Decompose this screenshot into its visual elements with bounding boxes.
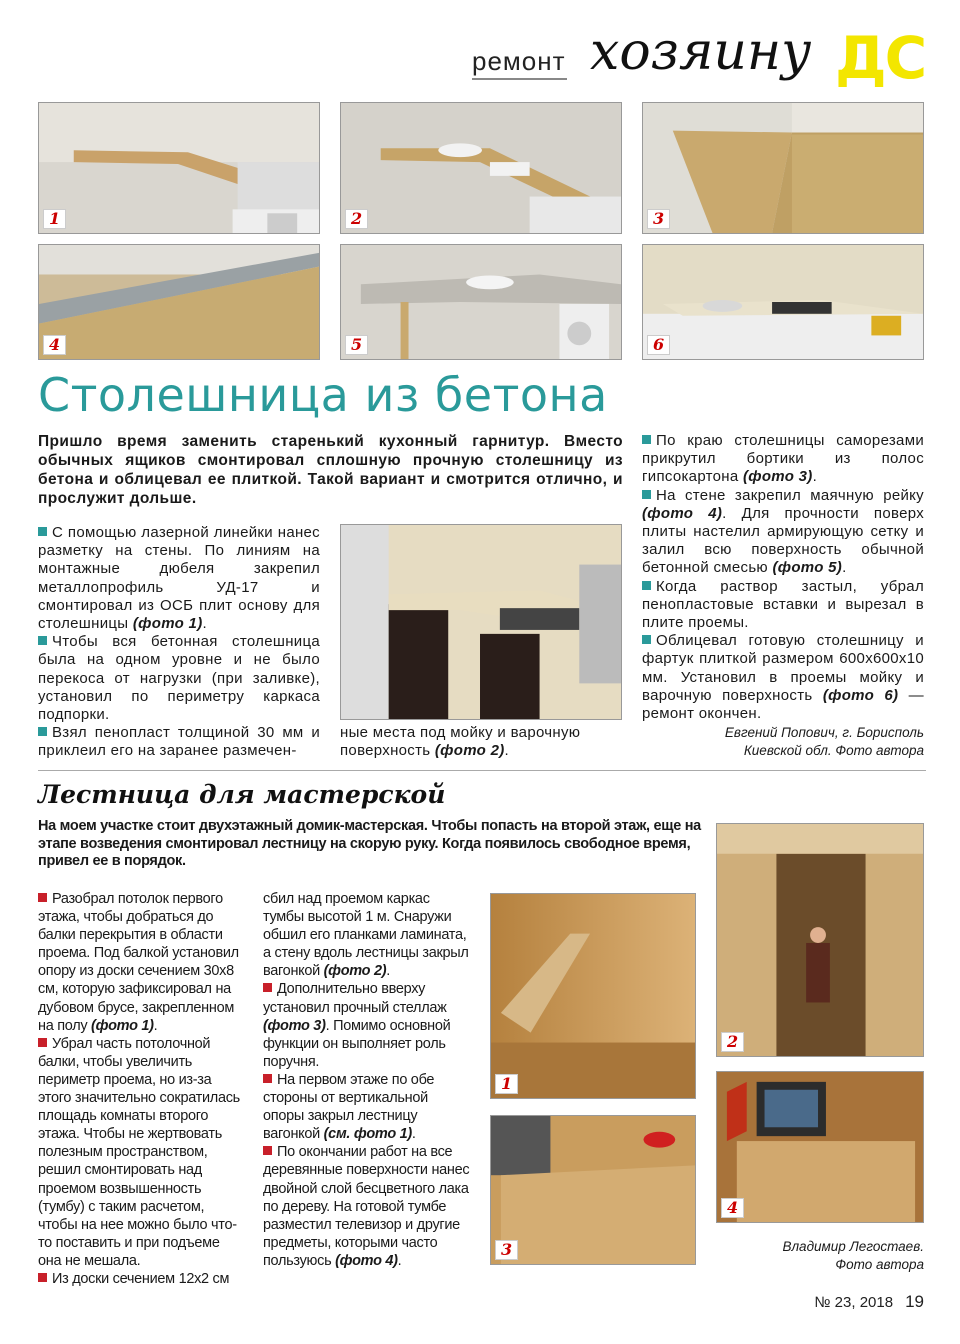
bullet-icon (263, 1146, 272, 1155)
photo-ref: (фото 3) (742, 468, 813, 486)
article2-column-1: Разобрал потолок первого этажа, чтобы добраться до балки перекрытия в области проема. Под балкой установил опору из доски сечением 30х8 см, которую зафиксировал на дубовом брусе, закрепленном на полу (фото 1). Убрал часть потолочной балки, чтобы увеличить периметр проема, но из-за этого значительно сократилась площадь комнаты второго этажа. Чтобы не жертвовать полезным пространством, решил смонтировать над проемом возвышенность (тумбу) с таким расчетом, чтобы на нее можно было что-то поставить и при подъеме она не мешала. Из доски сечением 12х2 см (38, 891, 240, 1287)
bullet-icon (38, 893, 47, 902)
bullet-icon (642, 435, 651, 444)
page-footer (814, 1292, 924, 1312)
article2-author: Владимир Легостаев. Фото автора (782, 1239, 924, 1272)
section-underline (472, 78, 567, 80)
article2-lead: На моем участке стоит двухэтажный домик-мастерская. Чтобы попасть на второй этаж, еще на этапе возведения смонтировал лестницу на скорую руку. Когда появилось свободное время, привел ее в порядок. (38, 818, 701, 869)
photo-1-osb-base (38, 102, 320, 234)
bullet-icon (263, 1074, 272, 1083)
photo-ref: (фото 2) (323, 963, 387, 980)
photo-number: 3 (647, 209, 670, 229)
photo-number: 2 (345, 209, 368, 229)
rubric-title: хозяину (590, 22, 812, 82)
photo-number: 2 (721, 1032, 744, 1052)
article1-column-2: ные места под мойку и варочную поверхность (фото 2). (340, 724, 581, 760)
article1-column-1: С помощью лазерной линейки нанес разметку на стены. По линиям на монтажные дюбеля закрепил металлопрофиль УД-17 и смонтировал из ОСБ плит основу для столешницы (фото 1). Чтобы вся бетонная столешница была на одном уровне и не было перекоса от нагрузки (при заливке), установил по периметру каркаса подпорки. Взял пенопласт толщиной 30 мм и приклеил его на заранее размечен- (38, 524, 320, 760)
article1-column-3: По краю столешницы саморезами прикрутил бортики из полос гипсокартона (фото 3). На стене закрепил маячную рейку (фото 4). Для прочности поверх плиты настелил армирующую сетку и залил всю поверхность обычной бетонной смесью (фото 5). Когда раствор застыл, убрал пенопластовые вставки и вырезал в плите проемы. Облицевал готовую столешницу и фартук плиткой размером 600х600х10 мм. Установил в проемы мойку и варочную поверхность (фото 6) — ремонт окончен. (642, 432, 924, 723)
photo-number: 4 (43, 335, 66, 355)
stairs-photo-4 (716, 1071, 924, 1223)
article2-column-2: сбил над проемом каркас тумбы высотой 1 м. Снаружи обшил его планками ламината, а стену вдоль лестницы закрыл вагонкой (фото 2). Дополнительно вверху установил прочный стеллаж (фото 3). Помимо основной функции он выполняет роль поручня. На первом этаже по обе стороны от вертикальной опоры закрыл лестницу вагонкой (см. фото 1). По окончании работ на все деревянные поверхности нанес двойной слой бесцветного лака по дереву. На готовой тумбе разместил телевизор и другие предметы, которыми часто пользуюсь (фото 4). (263, 891, 470, 1269)
stairs-photo-2 (716, 823, 924, 1057)
bullet-icon (38, 1038, 47, 1047)
bullet-icon (642, 581, 651, 590)
bullet-icon (38, 727, 47, 736)
photo-ref: (фото 2) (434, 742, 505, 760)
photo-2-foam-inserts (340, 102, 622, 234)
article2-title: Лестница для мастерской (38, 780, 446, 809)
bullet-icon (642, 635, 651, 644)
issue-number: № 23, 2018 (814, 1294, 894, 1311)
stairs-photo-3 (490, 1115, 696, 1265)
photo-ref: (фото 1) (91, 1017, 154, 1034)
photo-5-concrete-poured (340, 244, 622, 360)
photo-ref: (фото 4) (642, 504, 723, 522)
photo-ref: (фото 5) (772, 559, 843, 577)
photo-ref: (фото 1) (132, 615, 203, 633)
bullet-icon (38, 1273, 47, 1282)
photo-number: 4 (721, 1198, 744, 1218)
bullet-icon (38, 636, 47, 645)
article1-title: Столешница из бетона (38, 368, 608, 422)
page-number: 19 (905, 1292, 924, 1311)
photo-number: 3 (495, 1240, 518, 1260)
photo-number: 6 (647, 335, 670, 355)
section-divider (38, 770, 926, 771)
photo-number: 5 (345, 335, 368, 355)
bullet-icon (263, 983, 272, 992)
photo-number: 1 (43, 209, 66, 229)
photo-ref: (фото 4) (335, 1252, 398, 1269)
photo-ref: (фото 6) (822, 686, 899, 704)
photo-kitchen-result (340, 524, 622, 720)
article1-author: Евгений Попович, г. Борисполь Киевской обл. Фото автора (724, 725, 924, 758)
bullet-icon (642, 490, 651, 499)
photo-6-tiled-countertop (642, 244, 924, 360)
bullet-icon (38, 527, 47, 536)
stairs-photo-1 (490, 893, 696, 1099)
article1-lead: Пришло время заменить старенький кухонный гарнитур. Вместо обычных ящиков смонтировал сплошную прочную столешницу из бетона и облицевал ее плиткой. Такой вариант и смотрится отлично, и прослужит дольше. (38, 433, 623, 507)
section-label: ремонт (472, 46, 566, 76)
photo-3-drywall-edges (642, 102, 924, 234)
photo-ref: (фото 3) (263, 1017, 326, 1034)
photo-4-beacon-rail (38, 244, 320, 360)
photo-number: 1 (495, 1074, 518, 1094)
photo-ref: (см. фото 1) (323, 1126, 412, 1143)
magazine-logo: ДС (835, 24, 926, 92)
